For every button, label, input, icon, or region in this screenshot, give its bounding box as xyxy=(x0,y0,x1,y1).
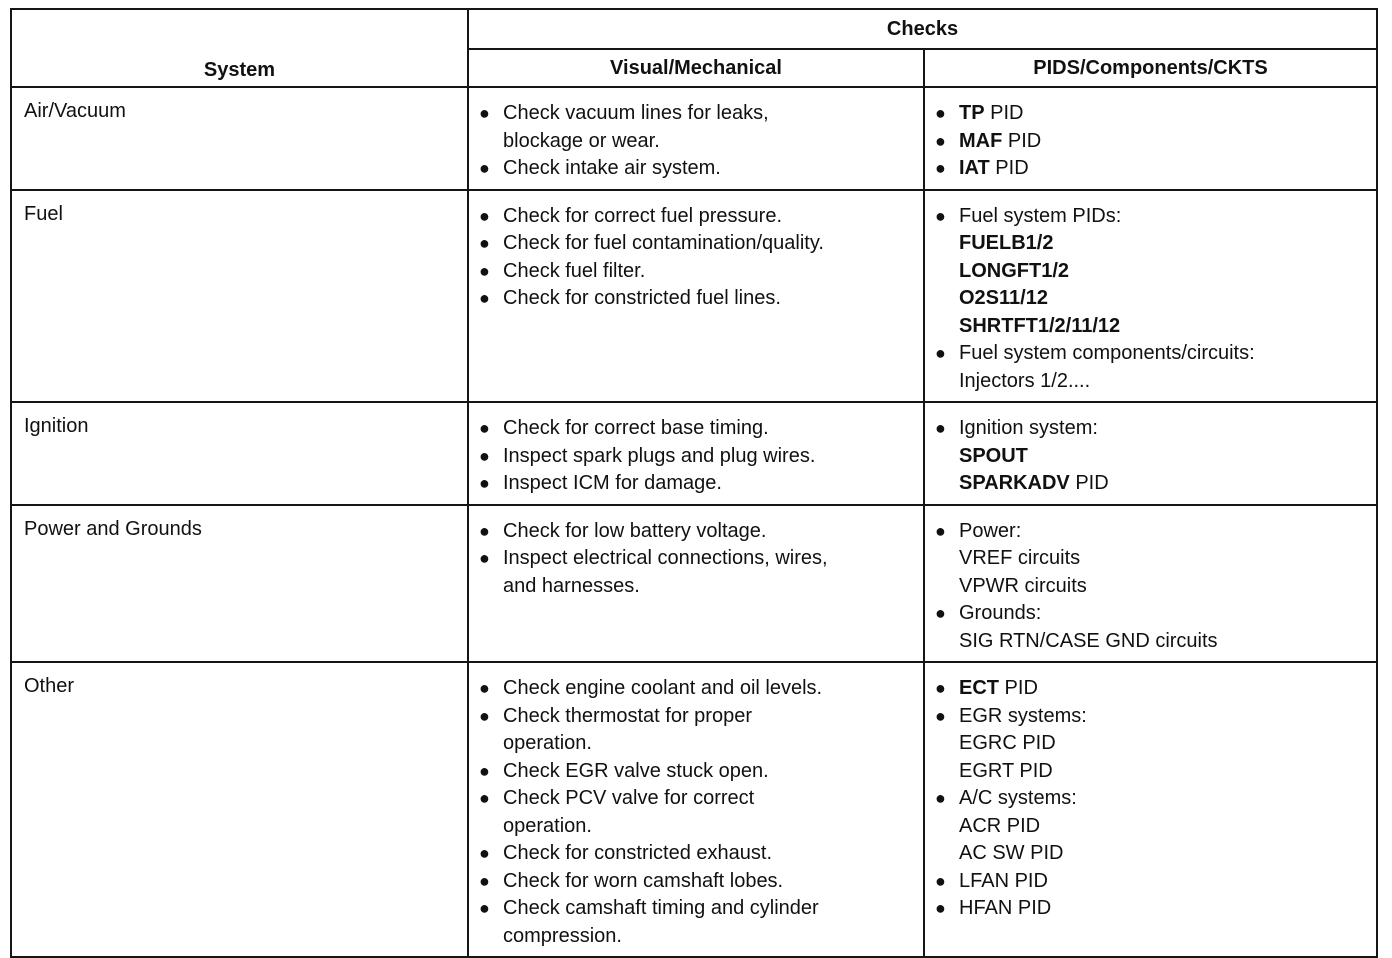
bullet-icon: ● xyxy=(935,418,946,438)
item-text: Power: xyxy=(959,519,1022,542)
visual-list xyxy=(469,663,923,956)
pid-sub-item: EGRC PID xyxy=(959,732,1056,754)
list-item xyxy=(933,100,1368,128)
item-text: Inspect electrical connections, wires, xyxy=(503,547,828,569)
bullet-icon: ● xyxy=(479,260,490,281)
diagnostic-checks-table xyxy=(10,8,1378,958)
pid-name: TP xyxy=(959,102,985,124)
list-item xyxy=(477,100,915,128)
bullet-icon: ● xyxy=(479,205,490,226)
item-text: Check for constricted exhaust. xyxy=(503,842,773,864)
list-item xyxy=(477,675,915,703)
bullet-icon: ● xyxy=(479,288,490,308)
bullet-icon: ● xyxy=(479,898,490,918)
list-item-continuation xyxy=(477,923,915,951)
bullet-icon: ● xyxy=(935,520,946,541)
bullet-icon: ● xyxy=(935,343,946,363)
pids-list xyxy=(925,403,1376,504)
pid-name: MAF xyxy=(959,129,1003,152)
bullet-icon: ● xyxy=(935,678,946,698)
bullet-icon: ● xyxy=(479,760,490,781)
bullet-icon: ● xyxy=(935,870,946,891)
visual-cell xyxy=(468,505,924,663)
bullet-icon: ● xyxy=(479,103,490,123)
pid-sub-item: EGRT PID xyxy=(959,759,1053,782)
bullet-icon: ● xyxy=(479,445,490,466)
item-text: Fuel system components/circuits: xyxy=(959,342,1255,364)
header-pids-components: PIDS/Components/CKTS xyxy=(924,49,1377,87)
list-item xyxy=(933,600,1368,628)
list-item xyxy=(477,840,915,868)
list-item xyxy=(933,785,1368,813)
table-row-air-vacuum xyxy=(11,87,1377,190)
list-item-continuation xyxy=(477,813,915,841)
system-cell: Air/Vacuum xyxy=(11,87,468,190)
pid-sub-item: Injectors 1/2.... xyxy=(959,369,1091,392)
pid-sub-item: VPWR circuits xyxy=(959,574,1087,597)
bullet-icon: ● xyxy=(479,520,490,541)
list-item xyxy=(477,415,915,443)
item-text: Check for constricted fuel lines. xyxy=(503,287,781,309)
item-text: and harnesses. xyxy=(503,574,640,597)
pids-list xyxy=(925,191,1376,402)
bullet-icon: ● xyxy=(935,898,946,918)
list-item xyxy=(477,868,915,896)
list-item xyxy=(933,895,1368,923)
visual-list xyxy=(469,506,923,607)
visual-list xyxy=(469,403,923,504)
list-item xyxy=(933,155,1368,183)
pids-list xyxy=(925,663,1376,929)
visual-cell xyxy=(468,87,924,190)
pid-sub-item: FUELB1/2 xyxy=(959,232,1054,254)
item-text: Check PCV valve for correct xyxy=(503,787,755,809)
item-text: Inspect ICM for damage. xyxy=(503,472,722,494)
table-row-power-grounds xyxy=(11,505,1377,663)
item-text: Check for correct fuel pressure. xyxy=(503,204,782,227)
item-text: Check for correct base timing. xyxy=(503,417,769,439)
list-item xyxy=(477,285,915,313)
bullet-icon: ● xyxy=(479,788,490,808)
table-row-ignition xyxy=(11,402,1377,505)
header-checks: Checks xyxy=(468,9,1377,49)
list-item xyxy=(477,758,915,786)
bullet-icon: ● xyxy=(935,205,946,226)
list-item xyxy=(933,518,1368,546)
list-item xyxy=(477,518,915,546)
list-item xyxy=(933,415,1368,443)
list-item xyxy=(933,868,1368,896)
list-item xyxy=(477,703,915,731)
bullet-icon: ● xyxy=(935,158,946,178)
system-cell: Ignition xyxy=(11,402,468,505)
header-row-top xyxy=(11,9,1377,49)
visual-list xyxy=(469,88,923,189)
bullet-icon: ● xyxy=(479,418,490,438)
item-text: Check EGR valve stuck open. xyxy=(503,759,769,782)
pids-cell xyxy=(924,190,1377,403)
bullet-icon: ● xyxy=(935,603,946,623)
bullet-icon: ● xyxy=(479,705,490,726)
item-text: LFAN PID xyxy=(959,869,1048,892)
item-text: Check for fuel contamination/quality. xyxy=(503,232,824,254)
pid-name: ECT xyxy=(959,677,999,699)
item-text: Check thermostat for proper xyxy=(503,704,752,727)
list-item xyxy=(477,155,915,183)
item-text: Check fuel filter. xyxy=(503,259,646,282)
list-item xyxy=(933,703,1368,731)
list-item xyxy=(477,203,915,231)
list-item xyxy=(933,203,1368,231)
pids-list xyxy=(925,88,1376,189)
pid-name: SPARKADV xyxy=(959,472,1070,494)
system-cell: Fuel xyxy=(11,190,468,403)
item-text: Check for worn camshaft lobes. xyxy=(503,869,784,892)
item-text: EGR systems: xyxy=(959,704,1087,727)
pids-cell xyxy=(924,505,1377,663)
list-item xyxy=(477,258,915,286)
bullet-icon: ● xyxy=(479,843,490,863)
item-text: Fuel system PIDs: xyxy=(959,204,1122,227)
item-text: blockage or wear. xyxy=(503,129,660,152)
item-text: Ignition system: xyxy=(959,417,1098,439)
system-cell: Other xyxy=(11,662,468,957)
pid-sub-item: SIG RTN/CASE GND circuits xyxy=(959,629,1218,652)
pids-cell xyxy=(924,402,1377,505)
bullet-icon: ● xyxy=(479,233,490,253)
bullet-icon: ● xyxy=(935,103,946,123)
list-item xyxy=(933,128,1368,156)
pid-sub-item: AC SW PID xyxy=(959,842,1064,864)
item-text: HFAN PID xyxy=(959,897,1052,919)
table-row-fuel xyxy=(11,190,1377,403)
bullet-icon: ● xyxy=(935,130,946,151)
list-item-continuation xyxy=(477,573,915,601)
bullet-icon: ● xyxy=(479,158,490,178)
pid-sub-item: SPOUT xyxy=(959,444,1028,467)
item-text: operation. xyxy=(503,732,592,754)
pid-sub-item: SHRTFT1/2/11/12 xyxy=(959,314,1121,337)
list-item xyxy=(933,340,1368,368)
header-visual-mechanical: Visual/Mechanical xyxy=(468,49,924,87)
header-system: System xyxy=(11,9,468,87)
list-item xyxy=(477,545,915,573)
visual-cell xyxy=(468,662,924,957)
pids-cell xyxy=(924,87,1377,190)
bullet-icon: ● xyxy=(479,678,490,698)
pid-sub-item: LONGFT1/2 xyxy=(959,259,1070,282)
pid-suffix: PID xyxy=(984,102,1024,124)
pid-suffix: PID xyxy=(989,157,1029,179)
item-text: Check intake air system. xyxy=(503,157,721,179)
item-text: Grounds: xyxy=(959,602,1042,624)
bullet-icon: ● xyxy=(479,548,490,568)
pid-suffix: PID xyxy=(999,677,1038,699)
pid-sub-item xyxy=(933,470,1368,498)
list-item xyxy=(477,230,915,258)
pid-sub-item: VREF circuits xyxy=(959,547,1081,569)
system-cell: Power and Grounds xyxy=(11,505,468,663)
bullet-icon: ● xyxy=(935,788,946,808)
list-item xyxy=(477,470,915,498)
pid-sub-item: ACR PID xyxy=(959,814,1041,837)
pids-list xyxy=(925,506,1376,662)
item-text: operation. xyxy=(503,814,592,837)
item-text: Check for low battery voltage. xyxy=(503,519,767,542)
item-text: compression. xyxy=(503,924,622,947)
pid-suffix: PID xyxy=(1069,472,1109,494)
visual-list xyxy=(469,191,923,319)
bullet-icon: ● xyxy=(935,705,946,726)
item-text: Check camshaft timing and cylinder xyxy=(503,897,819,919)
item-text: Check engine coolant and oil levels. xyxy=(503,677,823,699)
list-item-continuation xyxy=(477,128,915,156)
pids-cell xyxy=(924,662,1377,957)
pid-name: IAT xyxy=(959,157,990,179)
visual-cell xyxy=(468,190,924,403)
list-item xyxy=(477,785,915,813)
list-item xyxy=(477,895,915,923)
item-text: Inspect spark plugs and plug wires. xyxy=(503,444,816,467)
item-text: Check vacuum lines for leaks, xyxy=(503,102,769,124)
bullet-icon: ● xyxy=(479,870,490,891)
visual-cell xyxy=(468,402,924,505)
table-row-other xyxy=(11,662,1377,957)
list-item xyxy=(933,675,1368,703)
bullet-icon: ● xyxy=(479,473,490,493)
pid-sub-item: O2S11/12 xyxy=(959,287,1048,309)
item-text: A/C systems: xyxy=(959,787,1077,809)
list-item-continuation xyxy=(477,730,915,758)
pid-suffix: PID xyxy=(1002,129,1042,152)
list-item xyxy=(477,443,915,471)
